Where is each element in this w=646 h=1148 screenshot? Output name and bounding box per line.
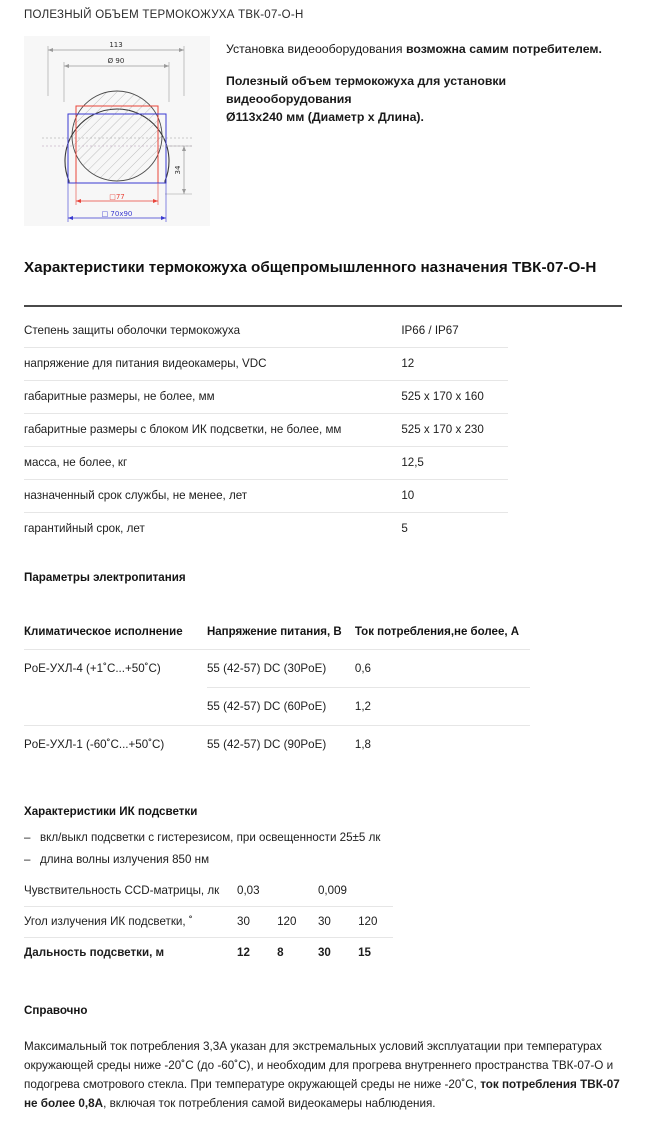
ir-row-label: Чувствительность CCD-матрицы, лк [24, 876, 231, 907]
intro-text-block [226, 40, 622, 126]
spec-key: напряжение для питания видеокамеры, VDC [24, 348, 401, 381]
list-item-label: длина волны излучения 850 нм [40, 853, 210, 866]
intro-p2-line3: Ø113x240 мм (Диаметр х Длина). [226, 110, 424, 124]
power-climate: PoE-УХЛ-4 (+1˚С...+50˚С) [24, 662, 161, 676]
spec-key: Степень защиты оболочки термокожуха [24, 315, 401, 348]
intro-p2-line1: Полезный объем термокожуха для установки [226, 74, 507, 88]
power-voltage: 55 (42-57) DC (30PoE) [207, 650, 355, 688]
ir-cell: 120 [271, 907, 312, 938]
ir-table-body [24, 876, 393, 968]
spec-value: IP66 / IP67 [401, 315, 508, 348]
note-bold: ток потребления ТВК-07 не более 0,8А [24, 1078, 620, 1110]
ir-row-label: Дальность подсветки, м [24, 946, 165, 959]
column-header-climate: Климатическое исполнение [24, 626, 207, 650]
ir-cell: 12 [237, 946, 250, 959]
power-heading: Параметры электропитания [24, 571, 186, 584]
table-row [24, 513, 508, 546]
dash-icon: – [24, 853, 31, 866]
dim-inner-square: □77 [109, 193, 125, 201]
spec-value: 12 [401, 348, 508, 381]
spec-value: 12,5 [401, 447, 508, 480]
table-row [24, 480, 508, 513]
ir-cell: 15 [358, 946, 371, 959]
power-climate: PoE-УХЛ-1 (-60˚С...+50˚С) [24, 738, 165, 751]
ir-cell: 30 [231, 907, 271, 938]
table-row [24, 938, 393, 969]
list-item-label: вкл/выкл подсветки с гистерезисом, при освещенности 25±5 лк [40, 831, 381, 844]
intro-p2-line2: видеооборудования [226, 92, 352, 106]
table-row [24, 348, 508, 381]
power-current: 0,6 [355, 650, 530, 688]
ir-cell: 120 [352, 907, 393, 938]
page-title: ПОЛЕЗНЫЙ ОБЪЕМ ТЕРМОКОЖУХА ТВК-07-О-Н [24, 9, 304, 21]
spec-value: 525 x 170 x 230 [401, 414, 508, 447]
dim-vertical: 34 [174, 165, 182, 175]
ir-cell: 30 [312, 907, 352, 938]
power-voltage: 55 (42-57) DC (90PoE) [206, 738, 327, 751]
power-current: 1,2 [355, 688, 530, 726]
hero-section [24, 36, 622, 226]
intro-p1-bold: возможна самим потребителем. [405, 42, 602, 56]
table-row [24, 414, 508, 447]
note-title: Справочно [24, 1004, 88, 1017]
dim-diameter: Ø 90 [107, 57, 125, 65]
table-row [24, 876, 393, 907]
table-header-row [24, 626, 530, 650]
note-part-2: , включая ток потребления самой видеокамеры наблюдения. [103, 1097, 436, 1110]
spec-key: гарантийный срок, лет [24, 522, 145, 535]
ir-cell: 0,009 [312, 876, 393, 907]
ir-row-label: Угол излучения ИК подсветки, ˚ [24, 907, 231, 938]
intro-paragraph-1 [226, 40, 622, 58]
specs-table [24, 315, 508, 545]
dim-inner-rect: □ 70x90 [101, 210, 133, 218]
power-current: 1,8 [354, 738, 371, 751]
table-row [24, 907, 393, 938]
ir-table [24, 876, 393, 968]
ir-bullet-list [24, 831, 584, 867]
spec-key: назначенный срок службы, не менее, лет [24, 480, 401, 513]
note-part-1: Максимальный ток потребления 3,3А указан для экстремальных условий эксплуатации при температурах окружающей среды ниже -20˚С (до -60˚С), и необходим для прогрева внутреннего пространства ТВК-07-О и подогрева смотрового стекла. При температуре окружающей среды не ниже -20˚С, [24, 1040, 614, 1091]
spec-value: 525 x 170 x 160 [401, 381, 508, 414]
power-voltage: 55 (42-57) DC (60PoE) [207, 688, 355, 726]
spec-value: 10 [401, 480, 508, 513]
power-table-head [24, 626, 530, 650]
table-row [24, 650, 530, 688]
table-row [24, 447, 508, 480]
table-row [24, 688, 530, 726]
spec-key: габаритные размеры с блоком ИК подсветки, не более, мм [24, 414, 401, 447]
specs-heading: Характеристики термокожуха общепромышленного назначения ТВК-07-О-Н [24, 259, 597, 276]
specs-divider [24, 305, 622, 307]
table-row [24, 315, 508, 348]
thermal-housing-cross-section-drawing [24, 36, 210, 226]
dash-icon: – [24, 831, 31, 844]
spec-key: габаритные размеры, не более, мм [24, 381, 401, 414]
spec-value: 5 [401, 522, 408, 535]
intro-paragraph-2 [226, 72, 622, 126]
ir-cell: 8 [277, 946, 284, 959]
table-row [24, 726, 530, 764]
power-table-body [24, 650, 530, 764]
column-header-voltage: Напряжение питания, В [207, 626, 355, 650]
column-header-current: Ток потребления,не более, А [355, 626, 530, 650]
power-table [24, 626, 530, 763]
note-body [24, 1037, 624, 1113]
list-item [24, 831, 584, 845]
table-row [24, 381, 508, 414]
intro-p1-plain: Установка видеооборудования [226, 42, 406, 56]
ir-cell: 30 [317, 946, 331, 959]
ir-heading: Характеристики ИК подсветки [24, 805, 198, 818]
ir-cell: 0,03 [231, 876, 312, 907]
spec-key: масса, не более, кг [24, 447, 401, 480]
specs-table-body [24, 315, 508, 545]
list-item [24, 853, 584, 867]
power-climate [24, 688, 207, 726]
dim-outer-width: 113 [109, 41, 123, 49]
